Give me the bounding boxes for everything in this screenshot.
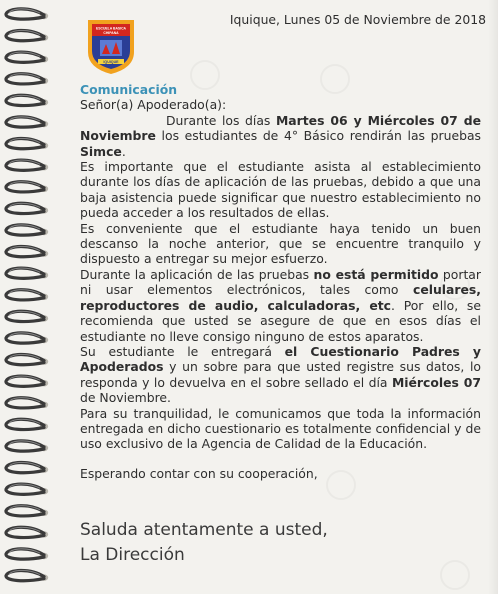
paragraph-7: Esperando contar con su cooperación, [80, 465, 318, 481]
paragraph-1-text: Durante los días [166, 112, 276, 128]
letter-body [80, 82, 481, 481]
paragraph-4-text: Durante la aplicación de las pruebas [80, 266, 314, 282]
paragraph-1-bold: Simce [80, 143, 122, 159]
section-title: Comunicación [80, 82, 178, 97]
background-swirl [440, 560, 470, 590]
paragraph-1-text: los estudiantes de 4° Básico rendirán las pruebas [155, 128, 481, 144]
spacer [80, 452, 481, 466]
paragraph-4-text: portar ni usar elementos electrónicos, tales como [80, 266, 481, 298]
paragraph-5-bold: el Cuestionario Padres y Apoderados [80, 343, 481, 375]
closing-signature [80, 518, 328, 568]
paragraph-5-text: Su estudiante le entregará [80, 343, 285, 359]
school-logo [86, 18, 136, 76]
paragraph-4-text: . Por ello, se recomienda que usted se asegure de que en esos días el estudiante no lleve consigo ninguno de estos aparatos. [80, 297, 481, 344]
paragraph-4 [80, 267, 481, 344]
paragraph-1-bold: Martes 06 y Miércoles 07 de Noviembre [80, 112, 481, 144]
closing-line-2: La Dirección [80, 545, 185, 565]
paragraph-5-text: y un sobre para que usted registre sus datos, lo responda y lo devuelva en el sobre sellado el día [80, 359, 481, 390]
logo-school-name: ESCUELA BASICA [95, 26, 127, 31]
salutation: Señor(a) Apoderado(a): [80, 97, 227, 113]
paragraph-6: Para su tranquilidad, le comunicamos que toda la información entregada en dicho cuestionario es totalmente confidencial y de uso exclusivo de la Agencia de Calidad de la Educación. [80, 405, 481, 452]
letter-date: Iquique, Lunes 05 de Noviembre de 2018 [229, 12, 486, 27]
closing-line-1: Saluda atentamente a usted, [80, 520, 328, 540]
paragraph-4-bold: celulares, reproductores de audio, calculadoras, etc [80, 282, 481, 313]
logo-city: IQUIQUE [103, 60, 119, 64]
spiral-binding [0, 0, 58, 594]
paragraph-5-text: de Noviembre. [80, 390, 171, 406]
page-edge-shadow [488, 0, 498, 594]
paragraph-1 [80, 113, 481, 159]
paragraph-3: Es conveniente que el estudiante haya tenido un buen descanso la noche anterior, que se encuentre tranquilo y dispuesto a entregar su mejor esfuerzo. [80, 220, 481, 267]
paragraph-1-text: . [121, 143, 126, 159]
paragraph-4-bold: no está permitido [313, 266, 439, 282]
paragraph-5 [80, 344, 481, 406]
paragraph-5-bold: Miércoles 07 [391, 374, 481, 390]
paragraph-2: Es importante que el estudiante asista al establecimiento durante los días de aplicación de las pruebas, debido a que una baja asistencia puede significar que nuestro establecimiento no pueda acceder a los resultados de ellas. [80, 159, 481, 221]
logo-school-name-2: CHIPANA [103, 31, 119, 35]
